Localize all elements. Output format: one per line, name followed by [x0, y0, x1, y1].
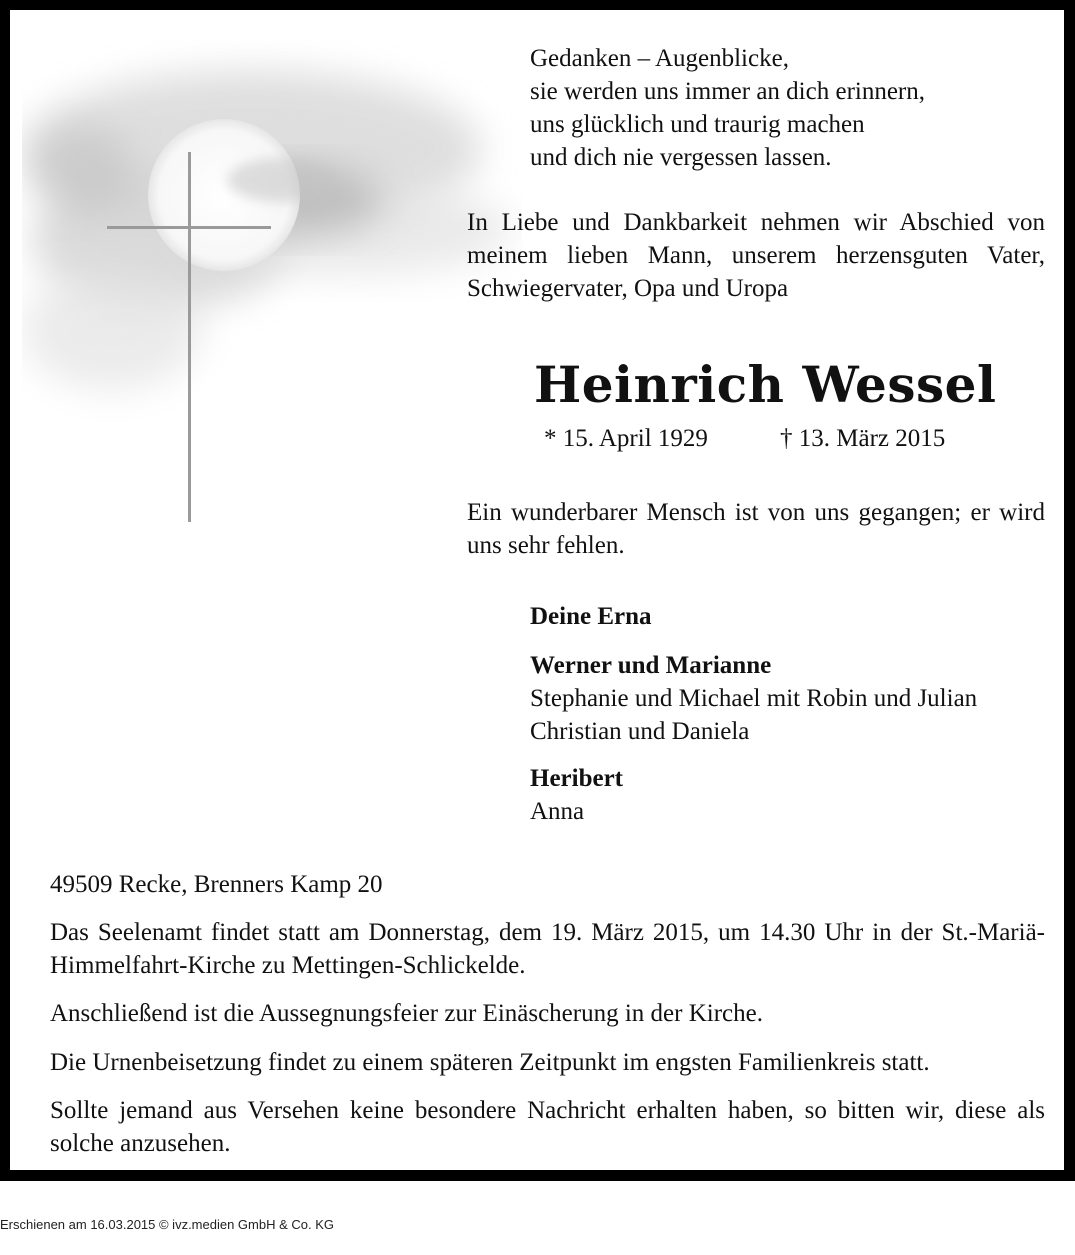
mourner-group-head: Heribert [530, 765, 624, 792]
poem [530, 42, 925, 174]
mourner-member: Anna [530, 798, 585, 825]
poem-line: sie werden uns immer an dich erinnern, [530, 78, 926, 105]
farewell-ceremony-info: Anschließend ist die Aussegnungsfeier zur Einäscherung in der Kirche. [50, 1000, 763, 1027]
death-date: † 13. März 2015 [780, 425, 946, 452]
birth-date: * 15. April 1929 [544, 425, 708, 452]
intro-text: In Liebe und Dankbarkeit nehmen wir Abschied von meinem lieben Mann, unserem herzensguten Vater, Schwiegervater, Opa und Uropa [467, 209, 1045, 302]
mourner-group [530, 649, 977, 748]
address: 49509 Recke, Brenners Kamp 20 [50, 871, 383, 898]
urn-burial-info: Die Urnenbeisetzung findet zu einem späteren Zeitpunkt im engsten Familienkreis statt. [50, 1049, 930, 1076]
mourner-group [530, 762, 623, 828]
mourner-group [530, 600, 652, 633]
cross-and-moon-illustration [22, 40, 522, 540]
poem-line: und dich nie vergessen lassen. [530, 144, 832, 171]
tribute-text: Ein wunderbarer Mensch ist von uns gegangen; er wird uns sehr fehlen. [467, 499, 1045, 559]
notification-note: Sollte jemand aus Versehen keine besondere Nachricht erhalten haben, so bitten wir, diese als solche anzusehen. [50, 1097, 1045, 1157]
publication-footer: Erschienen am 16.03.2015 © ivz.medien GmbH & Co. KG [0, 1217, 335, 1232]
requiem-mass-info: Das Seelenamt findet statt am Donnerstag, dem 19. März 2015, um 14.30 Uhr in der St.-Mariä-Himmelfahrt-Kirche zu Mettingen-Schlickelde. [50, 919, 1045, 979]
mourner-group-head: Werner und Marianne [530, 652, 772, 679]
mourner-member: Christian und Daniela [530, 718, 750, 745]
mourner-member: Stephanie und Michael mit Robin und Julian [530, 685, 978, 712]
poem-line: uns glücklich und traurig machen [530, 111, 865, 138]
poem-line: Gedanken – Augenblicke, [530, 45, 789, 72]
mourner-group-head: Deine Erna [530, 603, 652, 630]
deceased-name: Heinrich Wessel [534, 355, 997, 414]
